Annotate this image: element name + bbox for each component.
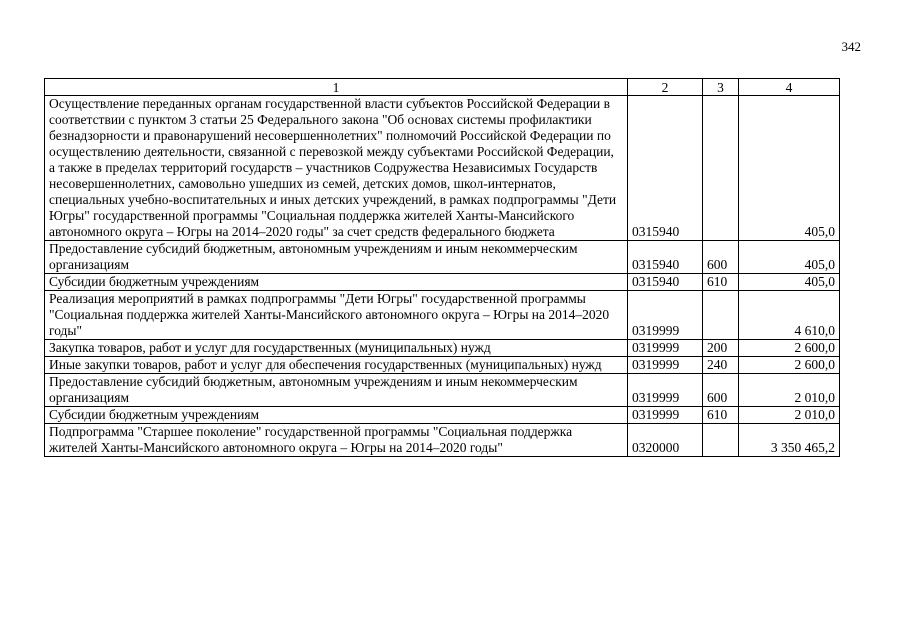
row-description: Реализация мероприятий в рамках подпрограммы "Дети Югры" государственной программы "Социальная поддержка жителей Ханты-Мансийского автономного округа – Югры на 2014–2020 годы"	[45, 291, 628, 340]
row-amount: 405,0	[739, 241, 840, 274]
table-row	[45, 340, 840, 357]
table-row	[45, 96, 840, 241]
table-row	[45, 274, 840, 291]
row-target-code: 0315940	[628, 241, 703, 274]
row-expense-type: 610	[703, 407, 739, 424]
table-row	[45, 241, 840, 274]
row-amount: 2 010,0	[739, 374, 840, 407]
row-description: Субсидии бюджетным учреждениям	[45, 274, 628, 291]
row-target-code: 0319999	[628, 374, 703, 407]
row-description: Осуществление переданных органам государственной власти субъектов Российской Федерации в соответствии с пунктом 3 статьи 25 Федерального закона "Об основах системы профилактики безнадзорности и правонарушений несовершеннолетних" полномочий Российской Федерации по осуществлению деятельности, связанной с перевозкой между субъектами Российской Федерации, а также в пределах территорий государств – участников Содружества Независимых Государств несовершеннолетних, самовольно ушедших из семей, детских домов, школ-интернатов, специальных учебно-воспитательных и иных детских учреждений, в рамках подпрограммы "Дети Югры" государственной программы "Социальная поддержка жителей Ханты-Мансийского автономного округа – Югры на 2014–2020 годы" за счет средств федерального бюджета	[45, 96, 628, 241]
row-description: Предоставление субсидий бюджетным, автономным учреждениям и иным некоммерческим организациям	[45, 374, 628, 407]
table-row	[45, 407, 840, 424]
row-target-code: 0319999	[628, 291, 703, 340]
row-amount: 3 350 465,2	[739, 424, 840, 457]
header-col-1: 1	[45, 79, 628, 96]
row-target-code: 0319999	[628, 407, 703, 424]
header-row	[45, 79, 840, 96]
row-expense-type	[703, 291, 739, 340]
row-amount: 4 610,0	[739, 291, 840, 340]
row-target-code: 0315940	[628, 96, 703, 241]
row-expense-type	[703, 424, 739, 457]
row-expense-type: 200	[703, 340, 739, 357]
table-row	[45, 374, 840, 407]
row-target-code: 0319999	[628, 357, 703, 374]
row-description: Предоставление субсидий бюджетным, автономным учреждениям и иным некоммерческим организациям	[45, 241, 628, 274]
row-expense-type: 610	[703, 274, 739, 291]
page-number: 342	[841, 39, 861, 54]
row-description: Закупка товаров, работ и услуг для государственных (муниципальных) нужд	[45, 340, 628, 357]
row-amount: 2 600,0	[739, 340, 840, 357]
row-target-code: 0315940	[628, 274, 703, 291]
row-target-code: 0320000	[628, 424, 703, 457]
header-col-4: 4	[739, 79, 840, 96]
header-col-3: 3	[703, 79, 739, 96]
header-col-2: 2	[628, 79, 703, 96]
row-description: Подпрограмма "Старшее поколение" государственной программы "Социальная поддержка жителей Ханты-Мансийского автономного округа – Югры на 2014–2020 годы"	[45, 424, 628, 457]
row-amount: 2 010,0	[739, 407, 840, 424]
row-description: Субсидии бюджетным учреждениям	[45, 407, 628, 424]
row-amount: 405,0	[739, 274, 840, 291]
row-amount: 405,0	[739, 96, 840, 241]
budget-table	[44, 78, 840, 457]
row-expense-type: 240	[703, 357, 739, 374]
table-row	[45, 357, 840, 374]
row-expense-type: 600	[703, 241, 739, 274]
row-expense-type: 600	[703, 374, 739, 407]
row-target-code: 0319999	[628, 340, 703, 357]
row-amount: 2 600,0	[739, 357, 840, 374]
table-row	[45, 291, 840, 340]
row-expense-type	[703, 96, 739, 241]
row-description: Иные закупки товаров, работ и услуг для обеспечения государственных (муниципальных) нужд	[45, 357, 628, 374]
table-row	[45, 424, 840, 457]
